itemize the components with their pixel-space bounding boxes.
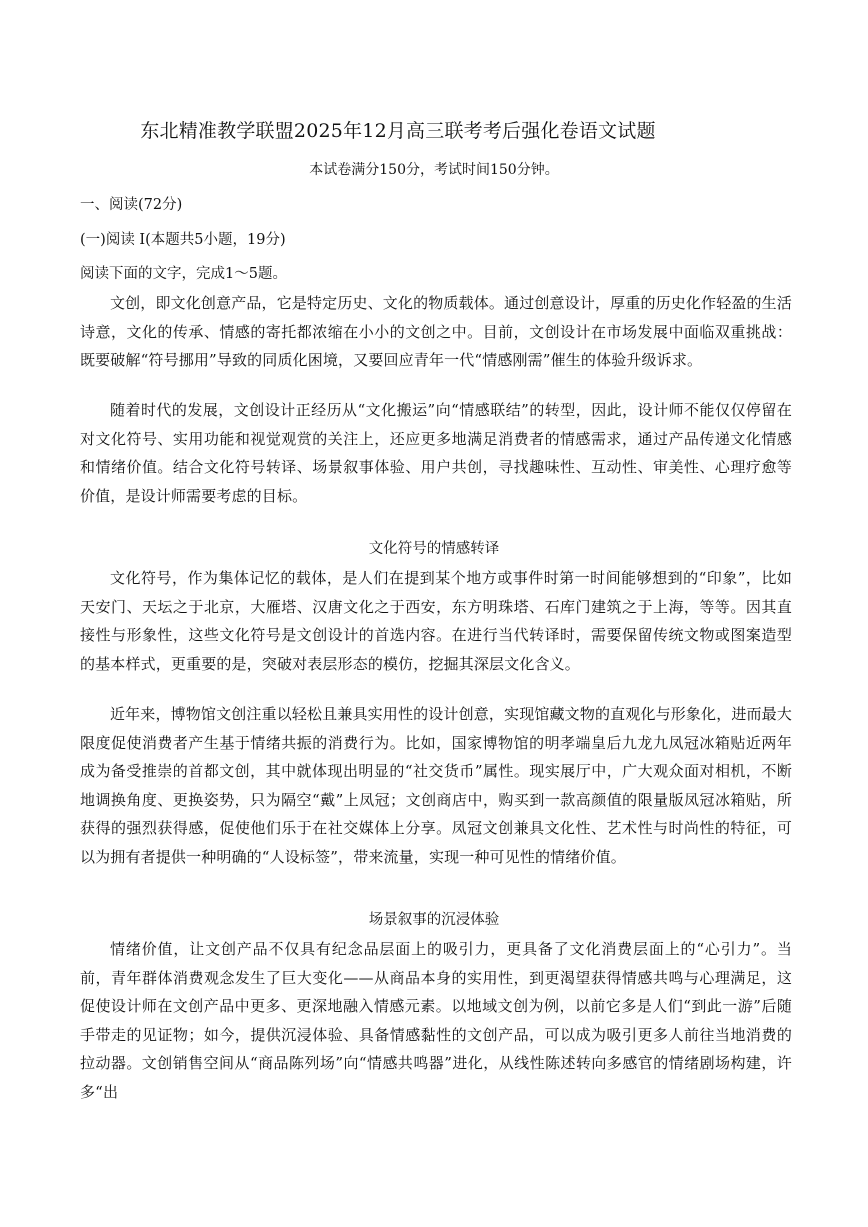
paragraph-section1-1: 文化符号，作为集体记忆的载体，是人们在提到某个地方或事件时第一时间能够想到的“印象”，比如天安门、天坛之于北京，大雁塔、汉唐文化之于西安，东方明珠塔、石库门建筑之于上海，等等。因其直接性与形象性，这些文化符号是文创设计的首选内容。在进行当代转译时，需要保留传统文物或图案造型的基本样式，更重要的是，突破对表层形态的模仿，挖掘其深层文化含义。: [80, 569, 792, 673]
exam-info: 本试卷满分150分，考试时间150分钟。: [309, 162, 559, 178]
section-title-2: 场景叙事的沉浸体验: [368, 912, 500, 928]
paragraph-intro-2: 随着时代的发展，文创设计正经历从“文化搬运”向“情感联结”的转型，因此，设计师不能仅仅停留在对文化符号、实用功能和视觉观赏的关注上，还应更多地满足消费者的情感需求，通过产品传递文化情感和情绪价值。结合文化符号转译、场景叙事体验、用户共创，寻找趣味性、互动性、审美性、心理疗愈等价值，是设计师需要考虑的目标。: [80, 401, 792, 505]
instruction-text: 阅读下面的文字，完成1～5题。: [80, 266, 287, 282]
section-title-1: 文化符号的情感转译: [368, 541, 500, 557]
document-title: 东北精准教学联盟2025年12月高三联考考后强化卷语文试题: [140, 120, 656, 142]
subsection-heading: (一)阅读 I(本题共5小题，19分): [80, 232, 286, 248]
paragraph-section1-2: 近年来，博物馆文创注重以轻松且兼具实用性的设计创意，实现馆藏文物的直观化与形象化，进而最大限度促使消费者产生基于情绪共振的消费行为。比如，国家博物馆的明孝端皇后九龙九凤冠冰箱贴近两年成为备受推崇的首都文创，其中就体现出明显的“社交货币”属性。现实展厅中，广大观众面对相机，不断地调换角度、更换姿势，只为隔空“戴”上凤冠；文创商店中，购买到一款高颜值的限量版凤冠冰箱贴，所获得的强烈获得感，促使他们乐于在社交媒体上分享。凤冠文创兼具文化性、艺术性与时尚性的特征，可以为拥有者提供一种明确的“人设标签”，带来流量，实现一种可见性的情绪价值。: [80, 705, 792, 866]
paragraph-section2-1: 情绪价值，让文创产品不仅具有纪念品层面上的吸引力，更具备了文化消费层面上的“心引力”。当前，青年群体消费观念发生了巨大变化——从商品本身的实用性，到更渴望获得情感共鸣与心理满足，这促使设计师在文创产品中更多、更深地融入情感元素。以地域文创为例，以前它多是人们“到此一游”后随手带走的见证物；如今，提供沉浸体验、具备情感黏性的文创产品，可以成为吸引更多人前往当地消费的拉动器。文创销售空间从“商品陈列场”向“情感共鸣器”进化，从线性陈述转向多感官的情绪剧场构建，许多“出: [80, 940, 792, 1101]
paragraph-intro-1: 文创，即文化创意产品，它是特定历史、文化的物质载体。通过创意设计，厚重的历史化作轻盈的生活诗意，文化的传承、情感的寄托都浓缩在小小的文创之中。目前，文创设计在市场发展中面临双重挑战：既要破解“符号挪用”导致的同质化困境，又要回应青年一代“情感刚需”催生的体验升级诉求。: [80, 294, 792, 369]
part-heading: 一、阅读(72分): [80, 197, 183, 213]
